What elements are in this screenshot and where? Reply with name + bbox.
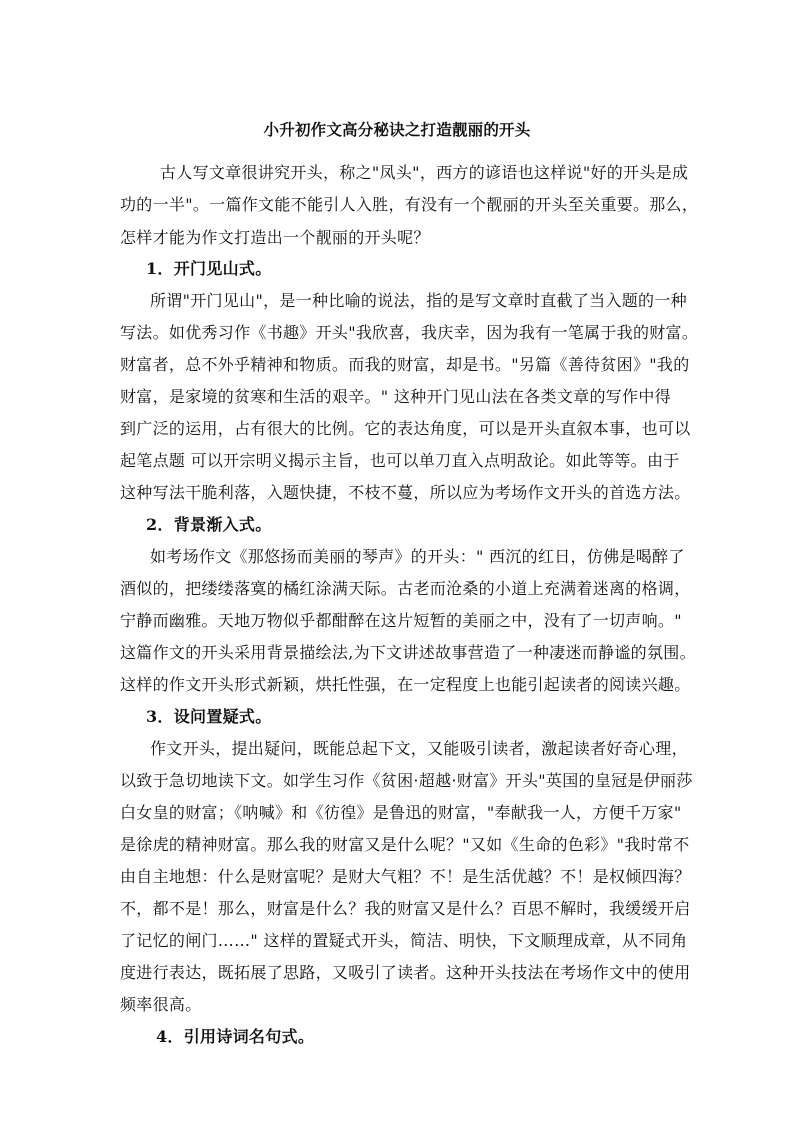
section-3-line-7: 了记忆的闸门……" 这样的置疑式开头，简洁、明快，下文顺理成章，从不同角	[120, 931, 688, 950]
intro-line-1: 古人写文章很讲究开头，称之"凤头"，西方的谚语也这样说"好的开头是成	[160, 163, 689, 182]
section-2-line-5: 这样的作文开头形式新颖，烘托性强，在一定程度上也能引起读者的阅读兴趣。	[120, 675, 691, 694]
section-2-line-1: 如考场作文《那悠扬而美丽的琴声》的开头：" 西沉的红日，仿佛是喝醉了	[150, 547, 685, 566]
document-title: 小升初作文高分秘诀之打造靓丽的开头	[263, 120, 531, 139]
section-2-line-2: 酒似的，把缕缕落寞的橘红涂满天际。古老而沧桑的小道上充满着迷离的格调，	[120, 579, 691, 598]
section-1-line-1: 所谓"开门见山"，是一种比喻的说法，指的是写文章时直截了当入题的一种	[150, 291, 687, 310]
section-3-line-1: 作文开头，提出疑问，既能总起下文，又能吸引读者，激起读者好奇心理，	[150, 739, 688, 758]
section-3-line-6: 不，都不是！那么，财富是什么？我的财富又是什么？百思不解时，我缓缓开启	[120, 899, 691, 918]
section-1-line-2: 写法。如优秀习作《书趣》开头"我欣喜，我庆幸，因为我有一笔属于我的财富。	[120, 323, 699, 342]
section-1-line-5: 到广泛的运用，占有很大的比例。它的表达角度，可以是开头直叙本事，也可以	[120, 419, 691, 438]
section-1-line-4: 财富，是家境的贫寒和生活的艰辛。" 这种开门见山法在各类文章的写作中得	[120, 387, 671, 406]
section-2-heading: 2．背景渐入式。	[146, 515, 272, 534]
section-1-line-3: 财富者，总不外乎精神和物质。而我的财富，却是书。"另篇《善待贫困》"我的	[120, 355, 690, 374]
section-3-line-2: 以致于急切地读下文。如学生习作《贫困·超越·财富》开头"英国的皇冠是伊丽莎	[120, 771, 693, 790]
section-2-line-4: 这篇作文的开头采用背景描绘法,为下文讲述故事营造了一种凄迷而静谧的氛围。	[120, 643, 696, 662]
section-1-line-7: 这种写法干脆利落，入题快捷，不枝不蔓，所以应为考场作文开头的首选方法。	[120, 483, 691, 502]
section-3-line-4: 是徐虎的精神财富。那么我的财富又是什么呢？"又如《生命的色彩》"我时常不	[120, 835, 690, 854]
section-3-heading: 3．设问置疑式。	[146, 707, 272, 726]
section-3-line-9: 频率很高。	[120, 995, 202, 1014]
section-3-line-5: 由自主地想：什么是财富呢？是财大气粗？不！是生活优越？不！是权倾四海？	[120, 867, 691, 886]
section-2-line-3: 宁静而幽雅。天地万物似乎都酣醉在这片短暂的美丽之中，没有了一切声响。"	[120, 611, 682, 630]
intro-line-3: 怎样才能为作文打造出一个靓丽的开头呢？	[120, 228, 430, 247]
section-3-line-8: 度进行表达，既拓展了思路，又吸引了读者。这种开头技法在考场作文中的使用	[120, 963, 691, 982]
section-1-line-6: 起笔点题 可以开宗明义揭示主旨，也可以单刀直入点明敌论。如此等等。由于	[120, 451, 680, 470]
section-1-heading: 1．开门见山式。	[146, 259, 272, 278]
section-3-line-3: 白女皇的财富；《呐喊》和《彷徨》是鲁迅的财富，"奉献我一人，方便千万家"	[120, 803, 682, 822]
section-4-heading: 4．引用诗词名句式。	[156, 1027, 315, 1046]
intro-line-2: 功的一半"。一篇作文能不能引人入胜，有没有一个靓丽的开头至关重要。那么，	[120, 195, 699, 214]
